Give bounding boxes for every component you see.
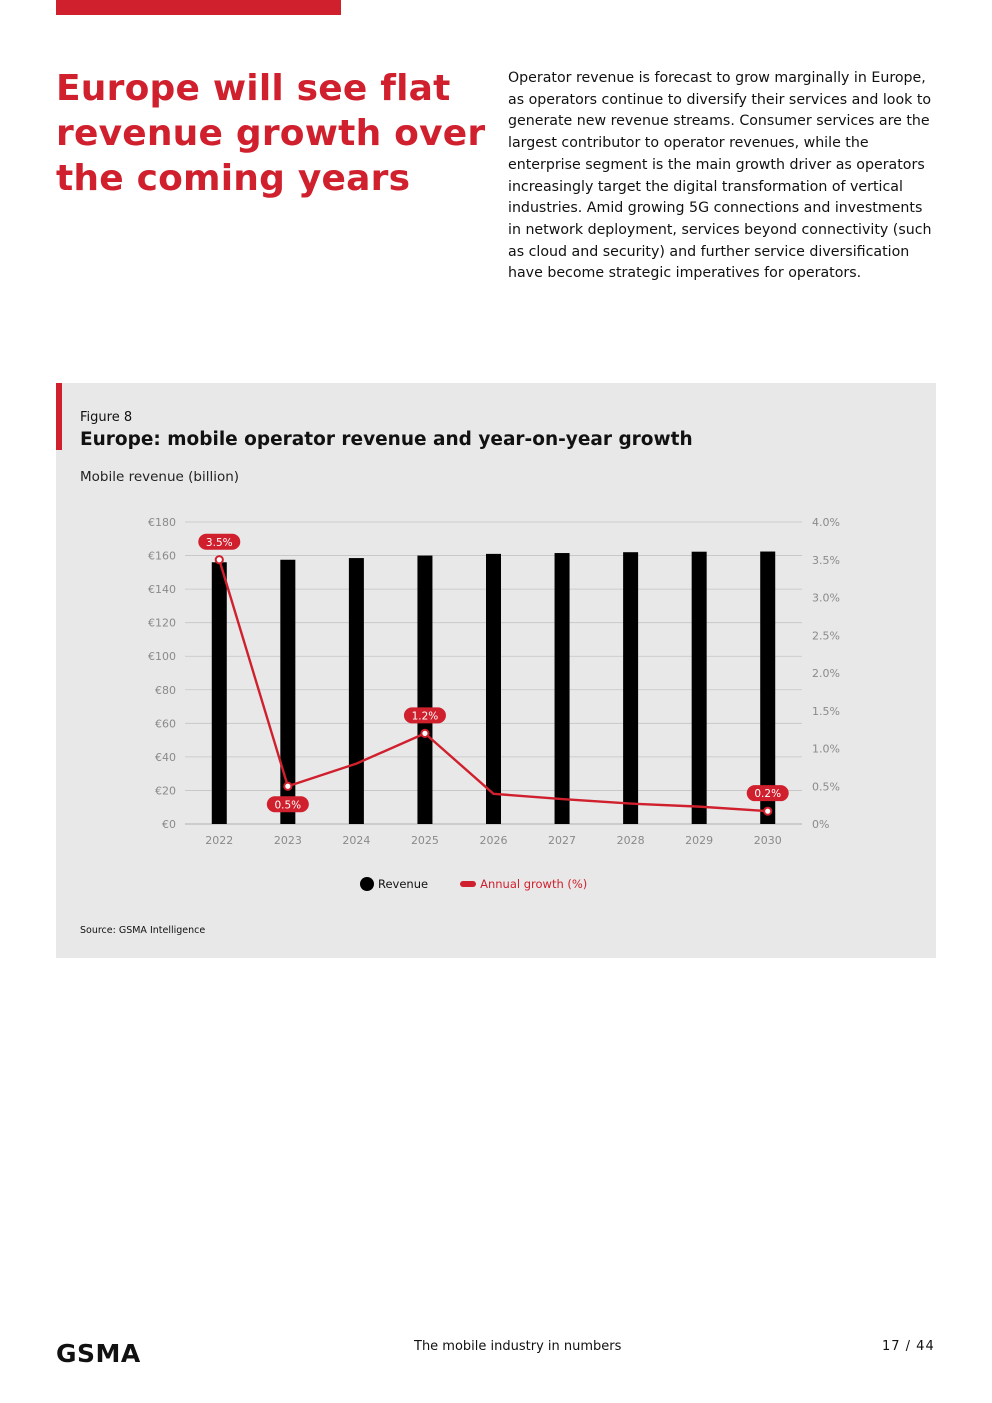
y2-tick-label: 1.5%: [812, 704, 840, 718]
x-tick-label: 2022: [205, 834, 234, 847]
x-tick-label: 2029: [685, 834, 714, 847]
revenue-growth-chart: [56, 383, 936, 958]
figure-number: Figure 8: [80, 410, 133, 425]
figure-title: Europe: mobile operator revenue and year-on-year growth: [80, 429, 693, 450]
growth-point-marker: [284, 783, 291, 790]
y-tick-label: €160: [148, 549, 176, 563]
revenue-bar: [349, 558, 364, 824]
y-axis-title: Mobile revenue (billion): [80, 469, 240, 485]
y-tick-label: €180: [148, 516, 176, 529]
revenue-bar: [692, 552, 707, 824]
legend-label-growth: Annual growth (%): [480, 877, 588, 891]
y2-tick-label: 4.0%: [812, 516, 840, 529]
growth-point-marker: [216, 556, 223, 563]
growth-data-label: 1.2%: [411, 710, 439, 723]
revenue-bar: [760, 552, 775, 824]
x-tick-label: 2024: [342, 834, 371, 847]
x-tick-label: 2028: [616, 834, 645, 847]
figure-panel: [56, 383, 936, 958]
y2-tick-label: 2.5%: [812, 629, 840, 643]
figure-source: Source: GSMA Intelligence: [80, 925, 206, 936]
growth-swatch-icon: [460, 881, 476, 887]
y-tick-label: €60: [155, 717, 176, 731]
top-accent-bar: [56, 0, 341, 15]
y2-tick-label: 0.5%: [812, 780, 840, 794]
intro-paragraph: Operator revenue is forecast to grow marginally in Europe, as operators continue to diversify their services and look to generate new revenue streams. Consumer services are the largest contributor to operator revenues, while the enterprise segment is the main growth driver as operators increasingly target the digital transformation of vertical industries. Amid growing 5G connections and investments in network deployment, services beyond connectivity (such as cloud and security) and further service diversification have become strategic imperatives for operators.: [508, 70, 932, 282]
growth-data-label: 3.5%: [205, 536, 233, 549]
legend-item-growth: [460, 877, 587, 891]
revenue-bar: [212, 562, 227, 824]
growth-data-label: 0.2%: [754, 788, 782, 801]
legend-item-revenue: [360, 877, 428, 891]
y2-tick-label: 1.0%: [812, 742, 840, 756]
page-headline: Europe will see flat revenue growth over the coming years: [56, 68, 486, 199]
growth-point-marker: [764, 808, 771, 815]
x-tick-label: 2030: [753, 834, 782, 847]
y-tick-label: €40: [155, 750, 176, 764]
x-tick-label: 2025: [410, 834, 439, 847]
y2-tick-label: 2.0%: [812, 667, 840, 680]
y-tick-label: €80: [155, 683, 176, 697]
x-tick-label: 2023: [273, 834, 302, 847]
revenue-bar: [486, 554, 501, 824]
y-tick-label: €120: [148, 616, 176, 630]
growth-data-label: 0.5%: [274, 799, 302, 812]
chart-legend: [360, 877, 619, 891]
growth-point-marker: [421, 730, 428, 737]
y2-tick-label: 3.5%: [812, 553, 840, 567]
x-tick-label: 2027: [548, 834, 577, 847]
gsma-logo: GSMA: [56, 1339, 141, 1368]
x-tick-label: 2026: [479, 834, 508, 847]
revenue-bar: [623, 552, 638, 824]
y-tick-label: €140: [148, 583, 176, 597]
revenue-bar: [555, 553, 570, 824]
footer-publication-title: The mobile industry in numbers: [414, 1339, 622, 1354]
y-tick-label: €100: [148, 650, 176, 664]
y-tick-label: €20: [155, 784, 176, 798]
revenue-swatch-icon: [360, 877, 374, 891]
legend-label-revenue: Revenue: [378, 877, 429, 891]
y2-tick-label: 0%: [812, 818, 830, 831]
y-tick-label: €0: [162, 818, 176, 831]
y2-tick-label: 3.0%: [812, 591, 840, 605]
page-number: 17 / 44: [882, 1339, 935, 1354]
revenue-bar: [417, 556, 432, 824]
